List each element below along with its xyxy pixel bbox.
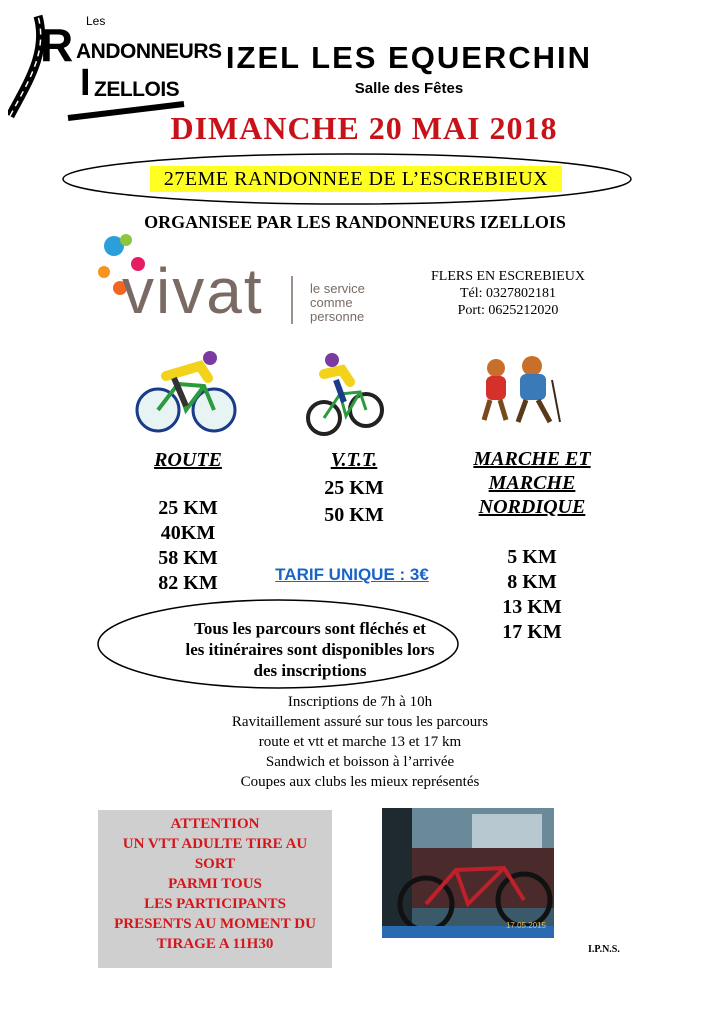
sponsor-city: FLERS EN ESCREBIEUX [430,269,585,284]
route-distance: 25 KM [158,497,218,519]
hikers-icon [466,356,566,426]
logo-letter-i: I [80,62,91,104]
marche-title-line: MARCHE [488,472,576,494]
prize-line: PARMI TOUS [168,876,262,892]
route-note-line: Tous les parcours sont fléchés et [194,619,426,638]
prize-line: TIRAGE A 11H30 [156,936,274,952]
sponsor-tagline-3: personne [310,309,365,324]
sponsor-tagline-2: comme [310,295,353,310]
prize-line: SORT [194,856,236,872]
town-title: IZEL LES EQUERCHIN [225,40,593,75]
marche-distance: 13 KM [502,596,562,618]
venue-subtitle: Salle des Fêtes [354,80,464,97]
prize-bike-photo [382,808,554,938]
vtt-distances [294,475,414,529]
route-title: ROUTE [154,449,222,471]
logo-text-randonneurs: ANDONNEURS [76,40,222,63]
marche-distance: 8 KM [507,571,557,593]
tarif-label: TARIF UNIQUE : 3€ [275,565,429,584]
info-line: Ravitaillement assuré sur tous les parcours [231,714,489,730]
sponsor-tel: Tél: 0327802181 [459,286,557,301]
club-logo [8,12,188,122]
prize-line: UN VTT ADULTE TIRE AU [122,836,308,852]
organizer-line: ORGANISEE PAR LES RANDONNEURS IZELLOIS [144,212,566,232]
route-distance: 82 KM [158,572,218,594]
sponsor-brand: vivat [122,255,264,327]
marche-title [452,447,612,519]
logo-text-les: Les [86,14,106,28]
vtt-title: V.T.T. [330,449,378,471]
vtt-distance: 25 KM [324,477,384,499]
road-cyclist-icon [134,348,238,438]
marche-title-line: NORDIQUE [478,496,586,518]
prize-line: PRESENTS AU MOMENT DU [114,916,316,932]
footer-ipns: I.P.N.S. [588,944,620,955]
route-note-line: des inscriptions [253,661,367,680]
info-line: Coupes aux clubs les mieux représentés [240,774,480,790]
sponsor-port: Port: 0625212020 [457,303,559,318]
marche-distance: 17 KM [502,621,562,643]
route-distances [128,496,248,596]
prize-text [98,814,332,954]
event-date: DIMANCHE 20 MAI 2018 [170,110,558,146]
info-line: Sandwich et boisson à l’arrivée [265,754,455,770]
logo-text-izellois: ZELLOIS [94,78,180,101]
marche-distance: 5 KM [507,546,557,568]
prize-line: ATTENTION [170,816,260,832]
marche-title-line: MARCHE ET [473,448,591,470]
logo-letter-r: R [40,19,74,71]
sponsor-logo [92,232,392,330]
mtb-cyclist-icon [306,352,384,438]
prize-bike-image [382,808,554,938]
practical-info [150,692,570,792]
route-distance: 40KM [160,522,216,544]
photo-date: 17.05.2015 [505,921,546,930]
route-note-line: les itinéraires sont disponibles lors [185,640,435,659]
info-line: route et vtt et marche 13 et 17 km [258,734,462,750]
route-distance: 58 KM [158,547,218,569]
vtt-distance: 50 KM [324,504,384,526]
route-note [140,618,480,681]
sponsor-address [418,268,598,319]
event-title: 27EME RANDONNEE DE L’ESCREBIEUX [150,166,562,192]
prize-line: LES PARTICIPANTS [144,896,286,912]
info-line: Inscriptions de 7h à 10h [287,694,433,710]
sponsor-tagline-1: le service [310,281,365,296]
